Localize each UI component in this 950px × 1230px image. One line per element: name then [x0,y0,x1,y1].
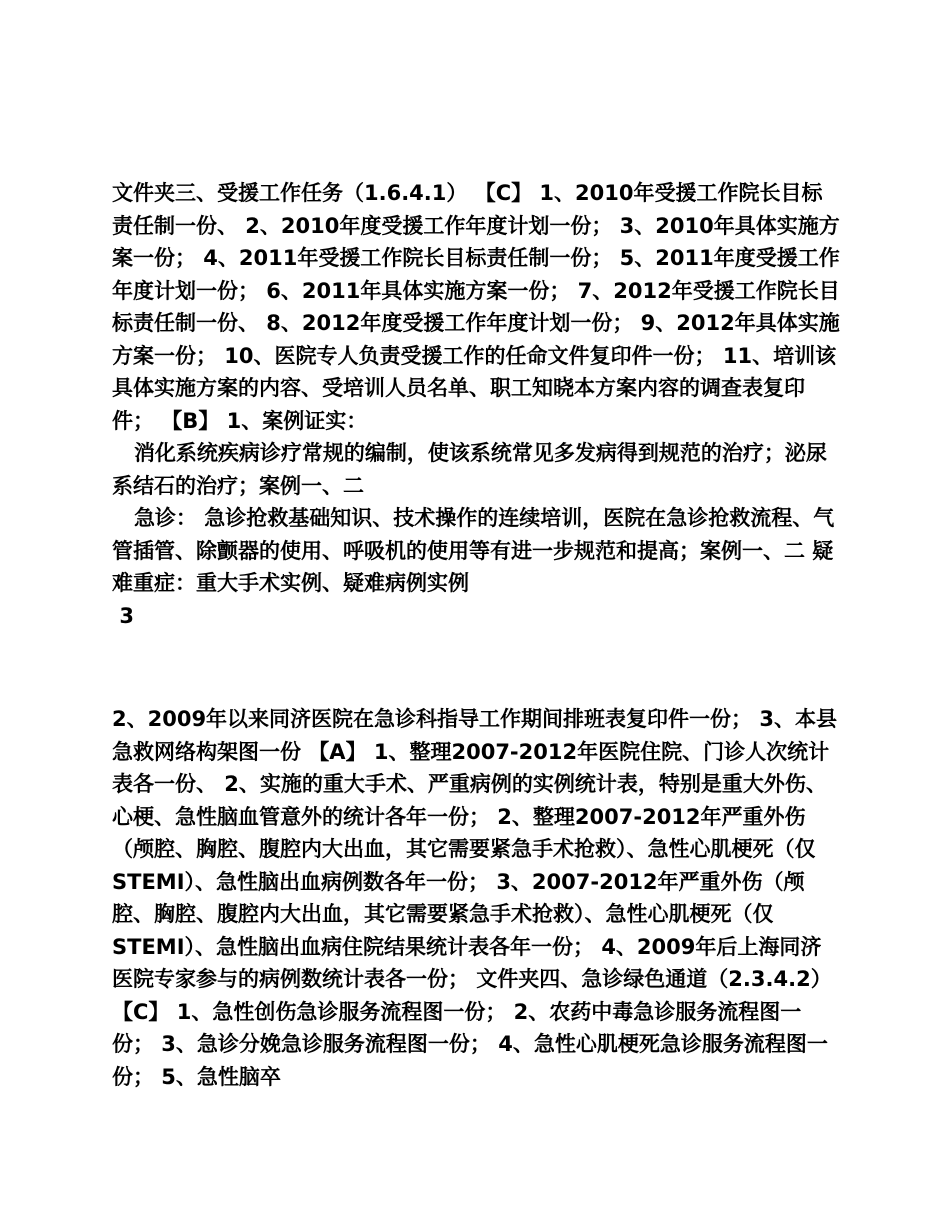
page-number: 3 [112,603,134,628]
section-1-paragraph-2: 消化系统疾病诊疗常规的编制，使该系统常见多发病得到规范的治疗；泌尿系结石的治疗；案例一、二 [112,441,827,498]
document-section-1 [112,177,840,632]
section-1-paragraph-3: 急诊： 急诊抢救基础知识、技术操作的连续培训，医院在急诊抢救流程、气管插管、除颤器的使用、呼吸机的使用等有进一步规范和提高；案例一、二 疑难重症：重大手术实例、疑难病例实例 [112,506,835,595]
document-section-2 [112,703,840,1093]
section-2-paragraph-1: 2、2009年以来同济医院在急诊科指导工作期间排班表复印件一份； 3、本县急救网络构架图一份 【A】 1、整理2007-2012年医院住院、门诊人次统计表各一份、 2、实施的重大手术、严重病例的实例统计表，特别是重大外伤、心梗、急性脑血管意外的统计各年一份； 2、整理2007-2012年严重外伤（颅腔、胸腔、腹腔内大出血，其它需要紧急手术抢救）、急性心肌梗死（仅STEMI）、急性脑出血病例数各年一份； 3、2007-2012年严重外伤（颅腔、胸腔、腹腔内大出血，其它需要紧急手术抢救）、急性心肌梗死（仅STEMI）、急性脑出血病住院结果统计表各年一份； 4、2009年后上海同济医院专家参与的病例数统计表各一份； 文件夹四、急诊绿色通道（2.3.4.2） 【C】 1、急性创伤急诊服务流程图一份； 2、农药中毒急诊服务流程图一份； 3、急诊分娩急诊服务流程图一份； 4、急性心肌梗死急诊服务流程图一份； 5、急性脑卒 [112,707,837,1089]
section-1-paragraph-1: 文件夹三、受援工作任务（1.6.4.1） 【C】 1、2010年受援工作院长目标责任制一份、 2、2010年度受援工作年度计划一份； 3、2010年具体实施方案一份； 4、2011年受援工作院长目标责任制一份； 5、2011年度受援工作年度计划一份； 6、2011年具体实施方案一份； 7、2012年受援工作院长目标责任制一份、 8、2012年度受援工作年度计划一份； 9、2012年具体实施方案一份； 10、医院专人负责受援工作的任命文件复印件一份； 11、培训该具体实施方案的内容、受培训人员名单、职工知晓本方案内容的调查表复印件； 【B】 1、案例证实： [112,181,840,433]
